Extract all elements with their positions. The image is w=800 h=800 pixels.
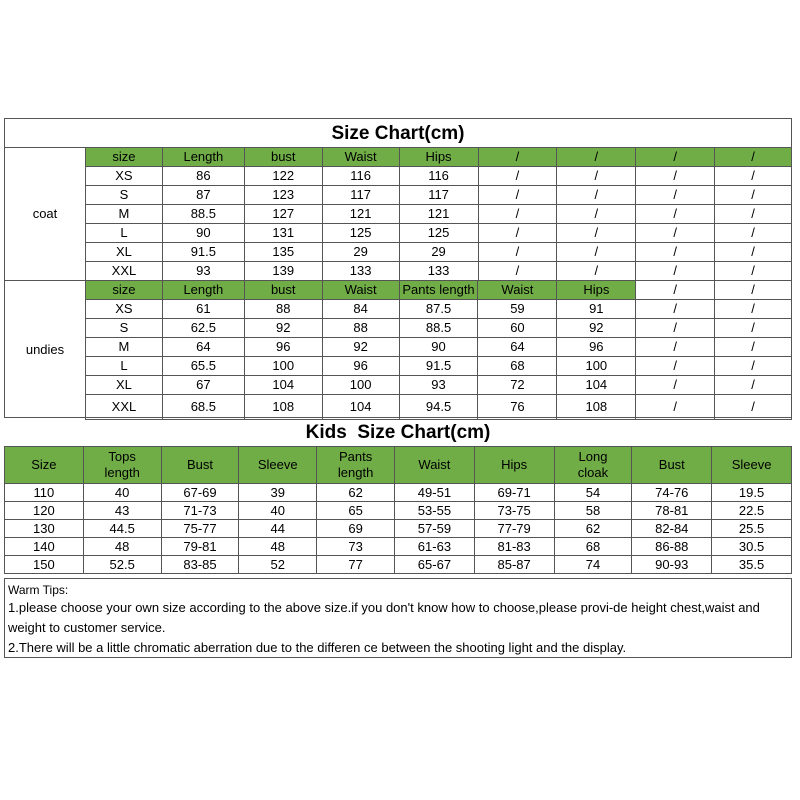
coat-cell: / <box>715 205 792 224</box>
coat-cell: 117 <box>399 186 478 205</box>
coat-cell: XL <box>86 243 163 262</box>
undies-cell: 61 <box>162 300 244 319</box>
table-row <box>86 395 792 420</box>
warm-tips-line-2: 2.There will be a little chromatic aberration due to the differen ce between the shooting light and the display. <box>8 640 627 655</box>
kids-cell: 73-75 <box>474 502 554 520</box>
coat-header: Waist <box>322 148 399 167</box>
kids-cell: 48 <box>239 538 317 556</box>
kids-cell: 48 <box>83 538 161 556</box>
kids-cell: 150 <box>5 556 84 574</box>
kids-cell: 62 <box>317 484 395 502</box>
coat-cell: / <box>636 167 715 186</box>
kids-cell: 35.5 <box>712 556 792 574</box>
kids-cell: 74-76 <box>632 484 712 502</box>
coat-cell: / <box>557 186 636 205</box>
undies-cell: 104 <box>322 395 399 420</box>
coat-cell: 133 <box>322 262 399 281</box>
kids-header: Long cloak <box>554 447 632 484</box>
undies-cell: 108 <box>244 395 322 420</box>
undies-cell: XL <box>86 376 163 395</box>
undies-cell: / <box>636 357 715 376</box>
undies-header: / <box>636 281 715 300</box>
undies-cell: M <box>86 338 163 357</box>
undies-cell: 88.5 <box>399 319 478 338</box>
undies-cell: 96 <box>244 338 322 357</box>
kids-cell: 83-85 <box>161 556 239 574</box>
table-row <box>5 502 792 520</box>
kids-cell: 65-67 <box>395 556 475 574</box>
kids-header: Tops length <box>83 447 161 484</box>
kids-cell: 49-51 <box>395 484 475 502</box>
category-coat <box>5 147 86 280</box>
coat-cell: / <box>478 224 557 243</box>
undies-cell: 87.5 <box>399 300 478 319</box>
undies-cell: XXL <box>86 395 163 420</box>
coat-cell: 135 <box>244 243 322 262</box>
coat-table <box>85 147 792 281</box>
undies-header: Length <box>162 281 244 300</box>
kids-header-row <box>5 447 792 484</box>
undies-header: / <box>715 281 792 300</box>
table-row <box>5 520 792 538</box>
undies-cell: 64 <box>162 338 244 357</box>
kids-cell: 65 <box>317 502 395 520</box>
kids-cell: 53-55 <box>395 502 475 520</box>
kids-cell: 74 <box>554 556 632 574</box>
kids-cell: 68 <box>554 538 632 556</box>
coat-cell: / <box>557 167 636 186</box>
coat-cell: / <box>636 243 715 262</box>
table-row <box>86 167 792 186</box>
coat-cell: 90 <box>162 224 244 243</box>
kids-cell: 61-63 <box>395 538 475 556</box>
kids-cell: 73 <box>317 538 395 556</box>
coat-header: size <box>86 148 163 167</box>
table-row <box>86 224 792 243</box>
undies-cell: 92 <box>557 319 636 338</box>
kids-header: Bust <box>161 447 239 484</box>
coat-header: / <box>557 148 636 167</box>
undies-cell: 96 <box>557 338 636 357</box>
kids-cell: 52.5 <box>83 556 161 574</box>
kids-header: Sleeve <box>239 447 317 484</box>
undies-cell: XS <box>86 300 163 319</box>
table-row <box>86 205 792 224</box>
undies-cell: / <box>636 300 715 319</box>
coat-cell: 123 <box>244 186 322 205</box>
undies-cell: 59 <box>478 300 557 319</box>
kids-cell: 110 <box>5 484 84 502</box>
coat-cell: 121 <box>399 205 478 224</box>
kids-cell: 71-73 <box>161 502 239 520</box>
undies-header-row <box>86 281 792 300</box>
coat-cell: 131 <box>244 224 322 243</box>
coat-cell: / <box>557 243 636 262</box>
undies-cell: / <box>715 376 792 395</box>
kids-cell: 19.5 <box>712 484 792 502</box>
undies-cell: / <box>636 319 715 338</box>
kids-header: Sleeve <box>712 447 792 484</box>
kids-cell: 78-81 <box>632 502 712 520</box>
kids-cell: 57-59 <box>395 520 475 538</box>
undies-cell: 91 <box>557 300 636 319</box>
coat-cell: 139 <box>244 262 322 281</box>
table-row <box>5 484 792 502</box>
kids-cell: 82-84 <box>632 520 712 538</box>
table-row <box>86 300 792 319</box>
coat-cell: XS <box>86 167 163 186</box>
undies-cell: 67 <box>162 376 244 395</box>
coat-header: / <box>636 148 715 167</box>
undies-cell: / <box>715 395 792 420</box>
table-row <box>86 357 792 376</box>
undies-cell: 65.5 <box>162 357 244 376</box>
undies-cell: / <box>715 338 792 357</box>
kids-header: Size <box>5 447 84 484</box>
coat-cell: 88.5 <box>162 205 244 224</box>
coat-cell: / <box>478 262 557 281</box>
coat-cell: / <box>557 205 636 224</box>
category-coat-label: coat <box>32 206 58 221</box>
kids-header: Pants length <box>317 447 395 484</box>
kids-cell: 77-79 <box>474 520 554 538</box>
coat-cell: 121 <box>322 205 399 224</box>
undies-cell: L <box>86 357 163 376</box>
undies-cell: 96 <box>322 357 399 376</box>
undies-cell: / <box>715 357 792 376</box>
undies-cell: / <box>715 319 792 338</box>
coat-cell: 91.5 <box>162 243 244 262</box>
undies-header: Pants length <box>399 281 478 300</box>
kids-cell: 40 <box>83 484 161 502</box>
kids-cell: 30.5 <box>712 538 792 556</box>
kids-cell: 90-93 <box>632 556 712 574</box>
coat-cell: 116 <box>399 167 478 186</box>
coat-cell: 116 <box>322 167 399 186</box>
table-row <box>86 243 792 262</box>
adult-size-chart <box>4 118 792 418</box>
undies-table <box>85 280 792 420</box>
kids-cell: 75-77 <box>161 520 239 538</box>
adult-chart-title: Size Chart(cm) <box>331 123 465 144</box>
undies-cell: 68 <box>478 357 557 376</box>
coat-header: bust <box>244 148 322 167</box>
undies-header: size <box>86 281 163 300</box>
coat-cell: 29 <box>322 243 399 262</box>
undies-cell: 104 <box>244 376 322 395</box>
kids-chart-title: Kids Size Chart(cm) <box>305 422 491 443</box>
kids-cell: 44.5 <box>83 520 161 538</box>
kids-cell: 81-83 <box>474 538 554 556</box>
table-row <box>86 338 792 357</box>
coat-cell: M <box>86 205 163 224</box>
coat-cell: 125 <box>399 224 478 243</box>
coat-cell: 127 <box>244 205 322 224</box>
undies-cell: 93 <box>399 376 478 395</box>
undies-cell: 90 <box>399 338 478 357</box>
coat-cell: 122 <box>244 167 322 186</box>
kids-cell: 58 <box>554 502 632 520</box>
coat-header: / <box>478 148 557 167</box>
coat-cell: / <box>715 224 792 243</box>
undies-cell: 91.5 <box>399 357 478 376</box>
kids-cell: 86-88 <box>632 538 712 556</box>
kids-cell: 69 <box>317 520 395 538</box>
coat-header-row <box>86 148 792 167</box>
warm-tips <box>4 578 792 658</box>
coat-cell: 117 <box>322 186 399 205</box>
undies-cell: S <box>86 319 163 338</box>
kids-cell: 44 <box>239 520 317 538</box>
undies-cell: 84 <box>322 300 399 319</box>
undies-cell: 76 <box>478 395 557 420</box>
kids-header: Hips <box>474 447 554 484</box>
kids-cell: 22.5 <box>712 502 792 520</box>
coat-cell: / <box>636 186 715 205</box>
undies-cell: 94.5 <box>399 395 478 420</box>
kids-cell: 77 <box>317 556 395 574</box>
undies-cell: 100 <box>322 376 399 395</box>
category-undies <box>5 280 86 418</box>
table-row <box>86 186 792 205</box>
kids-cell: 120 <box>5 502 84 520</box>
undies-cell: 88 <box>322 319 399 338</box>
undies-cell: 88 <box>244 300 322 319</box>
coat-cell: 29 <box>399 243 478 262</box>
table-row <box>5 556 792 574</box>
undies-cell: / <box>715 300 792 319</box>
table-row <box>86 376 792 395</box>
coat-cell: / <box>715 243 792 262</box>
coat-cell: / <box>557 262 636 281</box>
kids-cell: 79-81 <box>161 538 239 556</box>
table-row <box>5 538 792 556</box>
undies-header: Hips <box>557 281 636 300</box>
category-undies-label: undies <box>25 341 65 357</box>
kids-size-table <box>4 446 792 574</box>
table-row <box>86 262 792 281</box>
coat-cell: / <box>636 205 715 224</box>
kids-cell: 69-71 <box>474 484 554 502</box>
undies-cell: / <box>636 395 715 420</box>
warm-tips-heading: Warm Tips: <box>8 583 69 597</box>
undies-cell: 60 <box>478 319 557 338</box>
undies-cell: 104 <box>557 376 636 395</box>
coat-cell: / <box>715 186 792 205</box>
coat-cell: / <box>478 167 557 186</box>
kids-cell: 39 <box>239 484 317 502</box>
coat-cell: / <box>715 167 792 186</box>
undies-cell: 100 <box>557 357 636 376</box>
undies-cell: / <box>636 338 715 357</box>
coat-cell: / <box>557 224 636 243</box>
undies-cell: 72 <box>478 376 557 395</box>
table-row <box>86 319 792 338</box>
coat-cell: / <box>478 205 557 224</box>
undies-cell: 68.5 <box>162 395 244 420</box>
coat-cell: / <box>636 224 715 243</box>
kids-cell: 52 <box>239 556 317 574</box>
coat-cell: / <box>478 186 557 205</box>
undies-cell: 100 <box>244 357 322 376</box>
undies-header: bust <box>244 281 322 300</box>
coat-cell: XXL <box>86 262 163 281</box>
coat-cell: 87 <box>162 186 244 205</box>
kids-cell: 62 <box>554 520 632 538</box>
coat-cell: / <box>636 262 715 281</box>
kids-cell: 85-87 <box>474 556 554 574</box>
coat-cell: 93 <box>162 262 244 281</box>
undies-cell: / <box>636 376 715 395</box>
kids-cell: 140 <box>5 538 84 556</box>
undies-cell: 108 <box>557 395 636 420</box>
kids-cell: 43 <box>83 502 161 520</box>
kids-cell: 130 <box>5 520 84 538</box>
kids-header: Bust <box>632 447 712 484</box>
kids-cell: 54 <box>554 484 632 502</box>
warm-tips-line-1: 1.please choose your own size according to the above size.if you don't know how to choose,please provi-de height chest,waist and weight to customer service. <box>8 600 760 635</box>
coat-cell: / <box>715 262 792 281</box>
kids-cell: 25.5 <box>712 520 792 538</box>
coat-header: Hips <box>399 148 478 167</box>
coat-cell: L <box>86 224 163 243</box>
coat-header: Length <box>162 148 244 167</box>
undies-cell: 92 <box>322 338 399 357</box>
coat-cell: 86 <box>162 167 244 186</box>
coat-cell: S <box>86 186 163 205</box>
undies-header: Waist <box>322 281 399 300</box>
coat-cell: 125 <box>322 224 399 243</box>
undies-cell: 92 <box>244 319 322 338</box>
coat-cell: / <box>478 243 557 262</box>
kids-header: Waist <box>395 447 475 484</box>
undies-cell: 62.5 <box>162 319 244 338</box>
undies-cell: 64 <box>478 338 557 357</box>
kids-cell: 40 <box>239 502 317 520</box>
coat-cell: 133 <box>399 262 478 281</box>
undies-header: Waist <box>478 281 557 300</box>
coat-header: / <box>715 148 792 167</box>
kids-cell: 67-69 <box>161 484 239 502</box>
